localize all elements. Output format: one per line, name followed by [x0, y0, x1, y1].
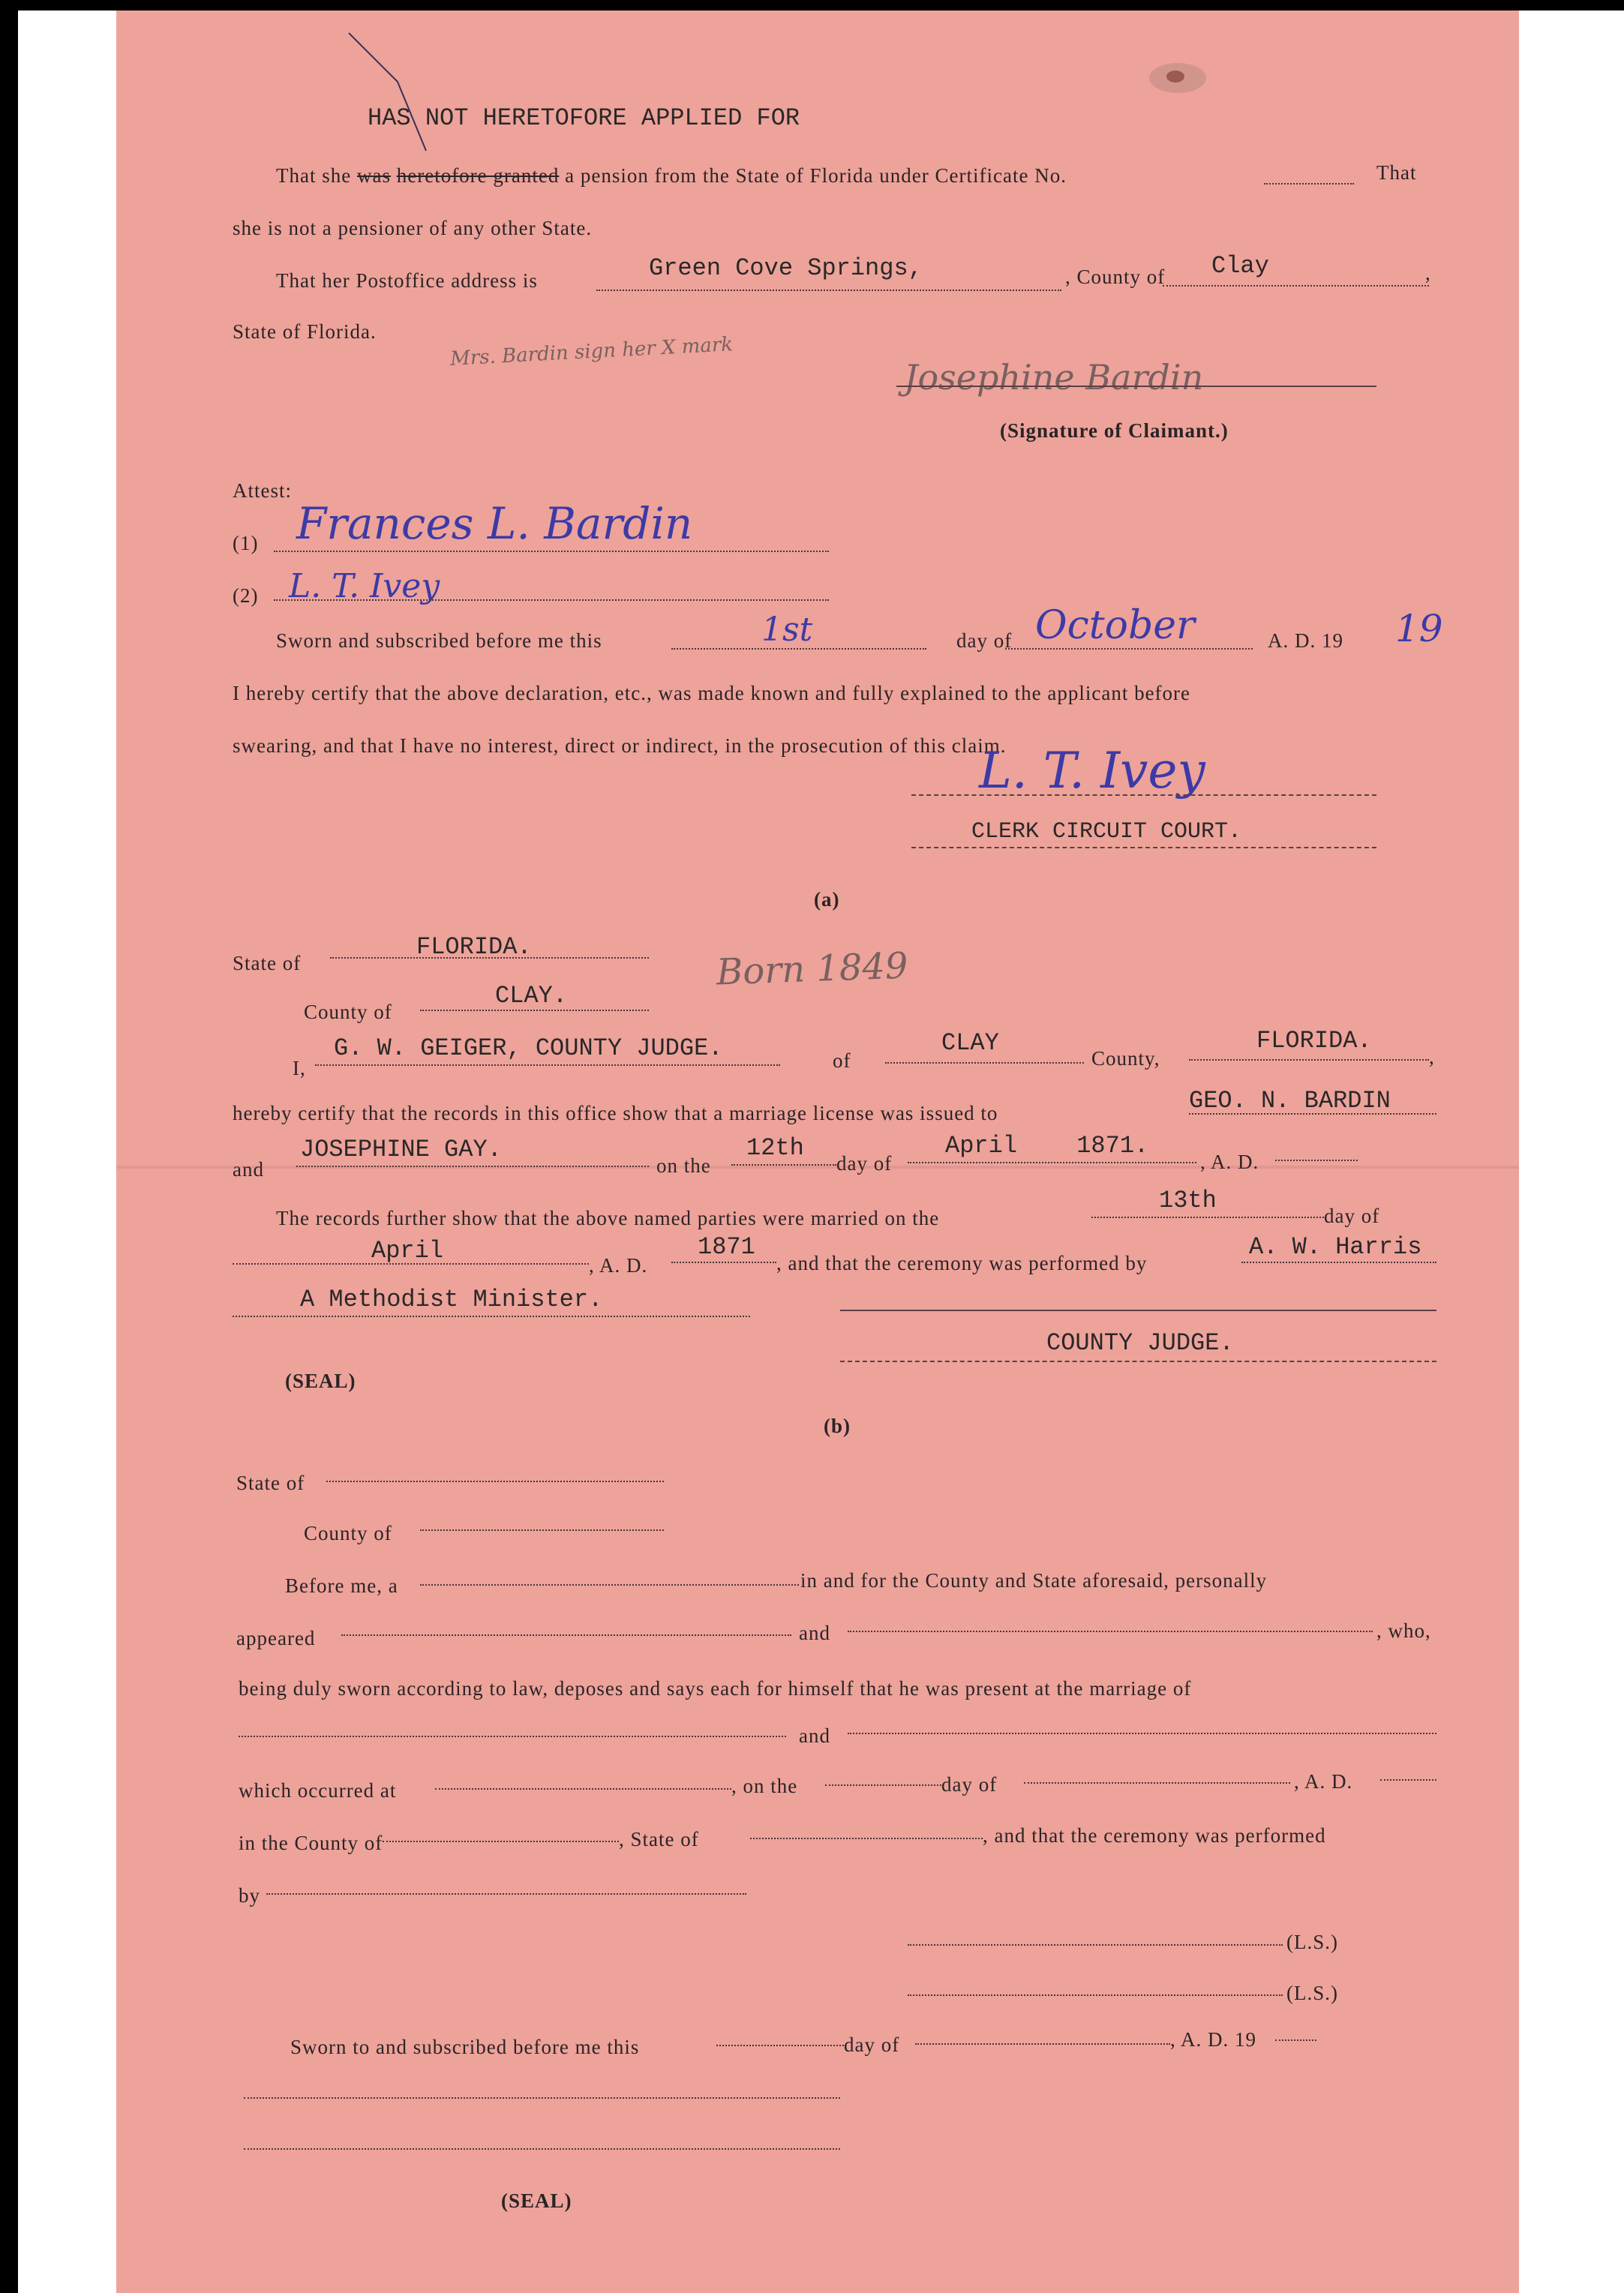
b-sworn-day-of: day of: [844, 2033, 900, 2056]
attest-label: Attest:: [233, 479, 292, 502]
sworn-day-value: 1st: [761, 611, 813, 649]
b-state-of-field: [750, 1838, 983, 1839]
b-occurred-field: [435, 1788, 731, 1790]
section-a-marker: (a): [814, 888, 840, 911]
a-county-word: County,: [1091, 1047, 1160, 1070]
a-i-label: I,: [293, 1057, 306, 1079]
b-being: being duly sworn according to law, deposes and says each for himself that he was present at the marriage of: [239, 1677, 1192, 1700]
a-judge-field: [315, 1064, 780, 1066]
certify-line-2: swearing, and that I have no interest, direct or indirect, in the prosecution of this claim.: [233, 734, 1007, 757]
a-officiant2-line-right: [840, 1310, 1436, 1311]
paper-stain-mark: [1144, 56, 1211, 101]
a-and-label: and: [233, 1158, 264, 1181]
sworn-year-value: 19: [1395, 607, 1443, 650]
a-judge-value: G. W. GEIGER, COUNTY JUDGE.: [334, 1034, 723, 1062]
clerk-signature: L. T. Ivey: [979, 742, 1205, 800]
county-value: Clay: [1211, 252, 1269, 280]
section-b-marker: (b): [824, 1415, 851, 1437]
born-note: Born 1849: [716, 944, 909, 994]
sworn-ad: A. D. 19: [1268, 629, 1343, 652]
a-lic-date-field: [908, 1162, 1196, 1163]
b-day-field: [825, 1784, 941, 1786]
b-marriage-field-2: [848, 1733, 1436, 1734]
b-before-field: [420, 1584, 799, 1586]
b-seal: (SEAL): [501, 2189, 572, 2212]
pension-certificate: a pension from the State of Florida under Certificate No.: [565, 164, 1067, 187]
pension-line2: she is not a pensioner of any other State.: [233, 217, 593, 239]
clerk-title-line: [911, 847, 1376, 848]
clerk-signature-line: [911, 794, 1376, 796]
b-state-of: , State of: [619, 1828, 699, 1850]
a-lic-day-field: [731, 1164, 836, 1166]
b-in-county: in the County of: [239, 1832, 383, 1854]
a-of-label: of: [833, 1049, 851, 1072]
a-county-value: CLAY.: [495, 982, 568, 1010]
a-officiant2-field: [233, 1316, 750, 1317]
b-and-2: and: [799, 1724, 830, 1747]
a-lic-day-value: 12th: [746, 1134, 804, 1162]
attest-number-1: (1): [233, 532, 259, 554]
b-officer-line-1: [244, 2097, 840, 2099]
a-ad-field: [1275, 1160, 1358, 1161]
a-county-field: [420, 1010, 649, 1011]
b-who: , who,: [1376, 1619, 1431, 1642]
b-by-field: [266, 1893, 746, 1895]
b-occurred: which occurred at: [239, 1779, 397, 1802]
claimant-signature: Josephine Bardin: [904, 357, 1204, 398]
b-sworn-day-field: [716, 2045, 844, 2046]
b-county-field: [420, 1529, 664, 1531]
certificate-no-field: [1264, 183, 1354, 185]
b-in-county-field: [383, 1841, 619, 1842]
a-state2-value: FLORIDA.: [1256, 1027, 1372, 1055]
a-officiant-field: [1241, 1262, 1436, 1263]
b-ceremony: , and that the ceremony was performed: [983, 1824, 1326, 1847]
pension-granted: heretofore granted: [396, 164, 560, 187]
a-ad-2: , A. D.: [589, 1254, 648, 1277]
b-sworn-month-field: [915, 2043, 1170, 2045]
attest-line-2: [274, 599, 829, 601]
b-county-label: County of: [304, 1522, 392, 1544]
a-bride-field: [296, 1166, 649, 1167]
county-label: , County of: [1065, 266, 1166, 288]
sworn-label: Sworn and subscribed before me this: [276, 629, 602, 652]
b-state-field: [326, 1481, 664, 1482]
a-bride-value: JOSEPHINE GAY.: [300, 1136, 502, 1163]
claimant-signature-line: [896, 386, 1376, 387]
scan-border-top: [0, 0, 1624, 11]
b-before-me: Before me, a: [285, 1574, 398, 1597]
attest-witness-2: L. T. Ivey: [289, 567, 440, 605]
pen-stroke-mark: [345, 29, 435, 157]
postoffice-field: [596, 290, 1061, 291]
postoffice-label: That her Postoffice address is: [276, 269, 538, 292]
b-officer-line-2: [244, 2148, 840, 2150]
a-of-county-value: CLAY: [941, 1029, 999, 1057]
b-ls1-field: [908, 1944, 1283, 1946]
signature-mark-note: Mrs. Bardin sign her X mark: [449, 333, 734, 371]
county-field: [1163, 285, 1429, 287]
sworn-month-value: October: [1035, 603, 1195, 648]
b-state-label: State of: [236, 1472, 305, 1494]
b-and-1: and: [799, 1622, 830, 1644]
b-in-and-for: in and for the County and State aforesaid, personally: [800, 1569, 1268, 1592]
a-day-of: day of: [836, 1152, 893, 1175]
a-officiant-value: A. W. Harris: [1249, 1233, 1422, 1261]
b-sworn-ad: , A. D. 19: [1170, 2028, 1257, 2051]
a-certify: hereby certify that the records in this office show that a marriage license was issued to: [233, 1102, 998, 1124]
a-state2-field: [1189, 1059, 1429, 1061]
attest-line-1: [274, 551, 829, 552]
b-marriage-field-1: [239, 1736, 786, 1737]
sworn-month-field: [1005, 648, 1253, 650]
b-appeared-field-1: [341, 1634, 791, 1636]
a-of-county-field: [885, 1062, 1084, 1064]
county-comma: ,: [1425, 262, 1431, 284]
attest-number-2: (2): [233, 584, 259, 607]
a-ad: , A. D.: [1200, 1151, 1259, 1173]
a-comma: ,: [1429, 1046, 1435, 1068]
b-day-of: day of: [941, 1773, 998, 1796]
a-day-of-2: day of: [1324, 1205, 1380, 1227]
certify-line-1: I hereby certify that the above declaration, etc., was made known and fully explained to the applicant before: [233, 682, 1191, 704]
clerk-title: CLERK CIRCUIT COURT.: [971, 819, 1242, 845]
pension-line1: [276, 164, 1067, 188]
a-judge-title: COUNTY JUDGE.: [1046, 1329, 1234, 1357]
postoffice-value: Green Cove Springs,: [649, 254, 923, 282]
document-page: [116, 11, 1519, 2293]
pension-she: That she: [276, 164, 352, 187]
b-sworn-year-field: [1275, 2039, 1316, 2041]
b-ls-2: (L.S.): [1286, 1982, 1338, 2004]
a-groom-value: GEO. N. BARDIN: [1189, 1087, 1391, 1115]
b-ls-1: (L.S.): [1286, 1931, 1338, 1953]
b-month-field: [1024, 1782, 1290, 1784]
pension-that: That: [1376, 161, 1417, 184]
sworn-day-of: day of: [956, 629, 1013, 652]
a-on-the: on the: [656, 1154, 711, 1177]
a-county-label: County of: [304, 1001, 392, 1023]
a-mar-day-value: 13th: [1159, 1187, 1217, 1214]
a-further: The records further show that the above named parties were married on the: [276, 1207, 940, 1229]
scan-border-left: [0, 0, 18, 2293]
b-by: by: [239, 1884, 260, 1907]
a-ceremony: , and that the ceremony was performed by: [776, 1252, 1148, 1274]
b-year-field: [1380, 1779, 1436, 1781]
a-officiant2-value: A Methodist Minister.: [300, 1286, 603, 1313]
a-mar-day-field: [1091, 1217, 1324, 1218]
a-mar-year-value: 1871: [698, 1233, 755, 1261]
a-state-value: FLORIDA.: [416, 933, 532, 961]
signature-caption: (Signature of Claimant.): [1000, 419, 1229, 442]
a-mar-year-field: [671, 1262, 776, 1263]
state-of-florida: State of Florida.: [233, 320, 377, 343]
header-title: HAS NOT HERETOFORE APPLIED FOR: [368, 104, 800, 132]
a-mar-month-value: April: [371, 1237, 444, 1265]
b-ad: , A. D.: [1294, 1770, 1353, 1793]
b-appeared-field-2: [848, 1631, 1373, 1632]
pension-struck: was: [356, 164, 391, 187]
a-state-label: State of: [233, 952, 302, 974]
b-sworn: Sworn to and subscribed before me this: [290, 2036, 640, 2058]
a-lic-date-value: April 1871.: [945, 1132, 1149, 1160]
b-ls2-field: [908, 1994, 1283, 1996]
b-appeared: appeared: [236, 1627, 316, 1649]
a-seal: (SEAL): [285, 1370, 356, 1392]
b-on-the: , on the: [731, 1775, 798, 1797]
attest-witness-1: Frances L. Bardin: [296, 498, 693, 549]
a-judge-title-line: [840, 1361, 1436, 1362]
